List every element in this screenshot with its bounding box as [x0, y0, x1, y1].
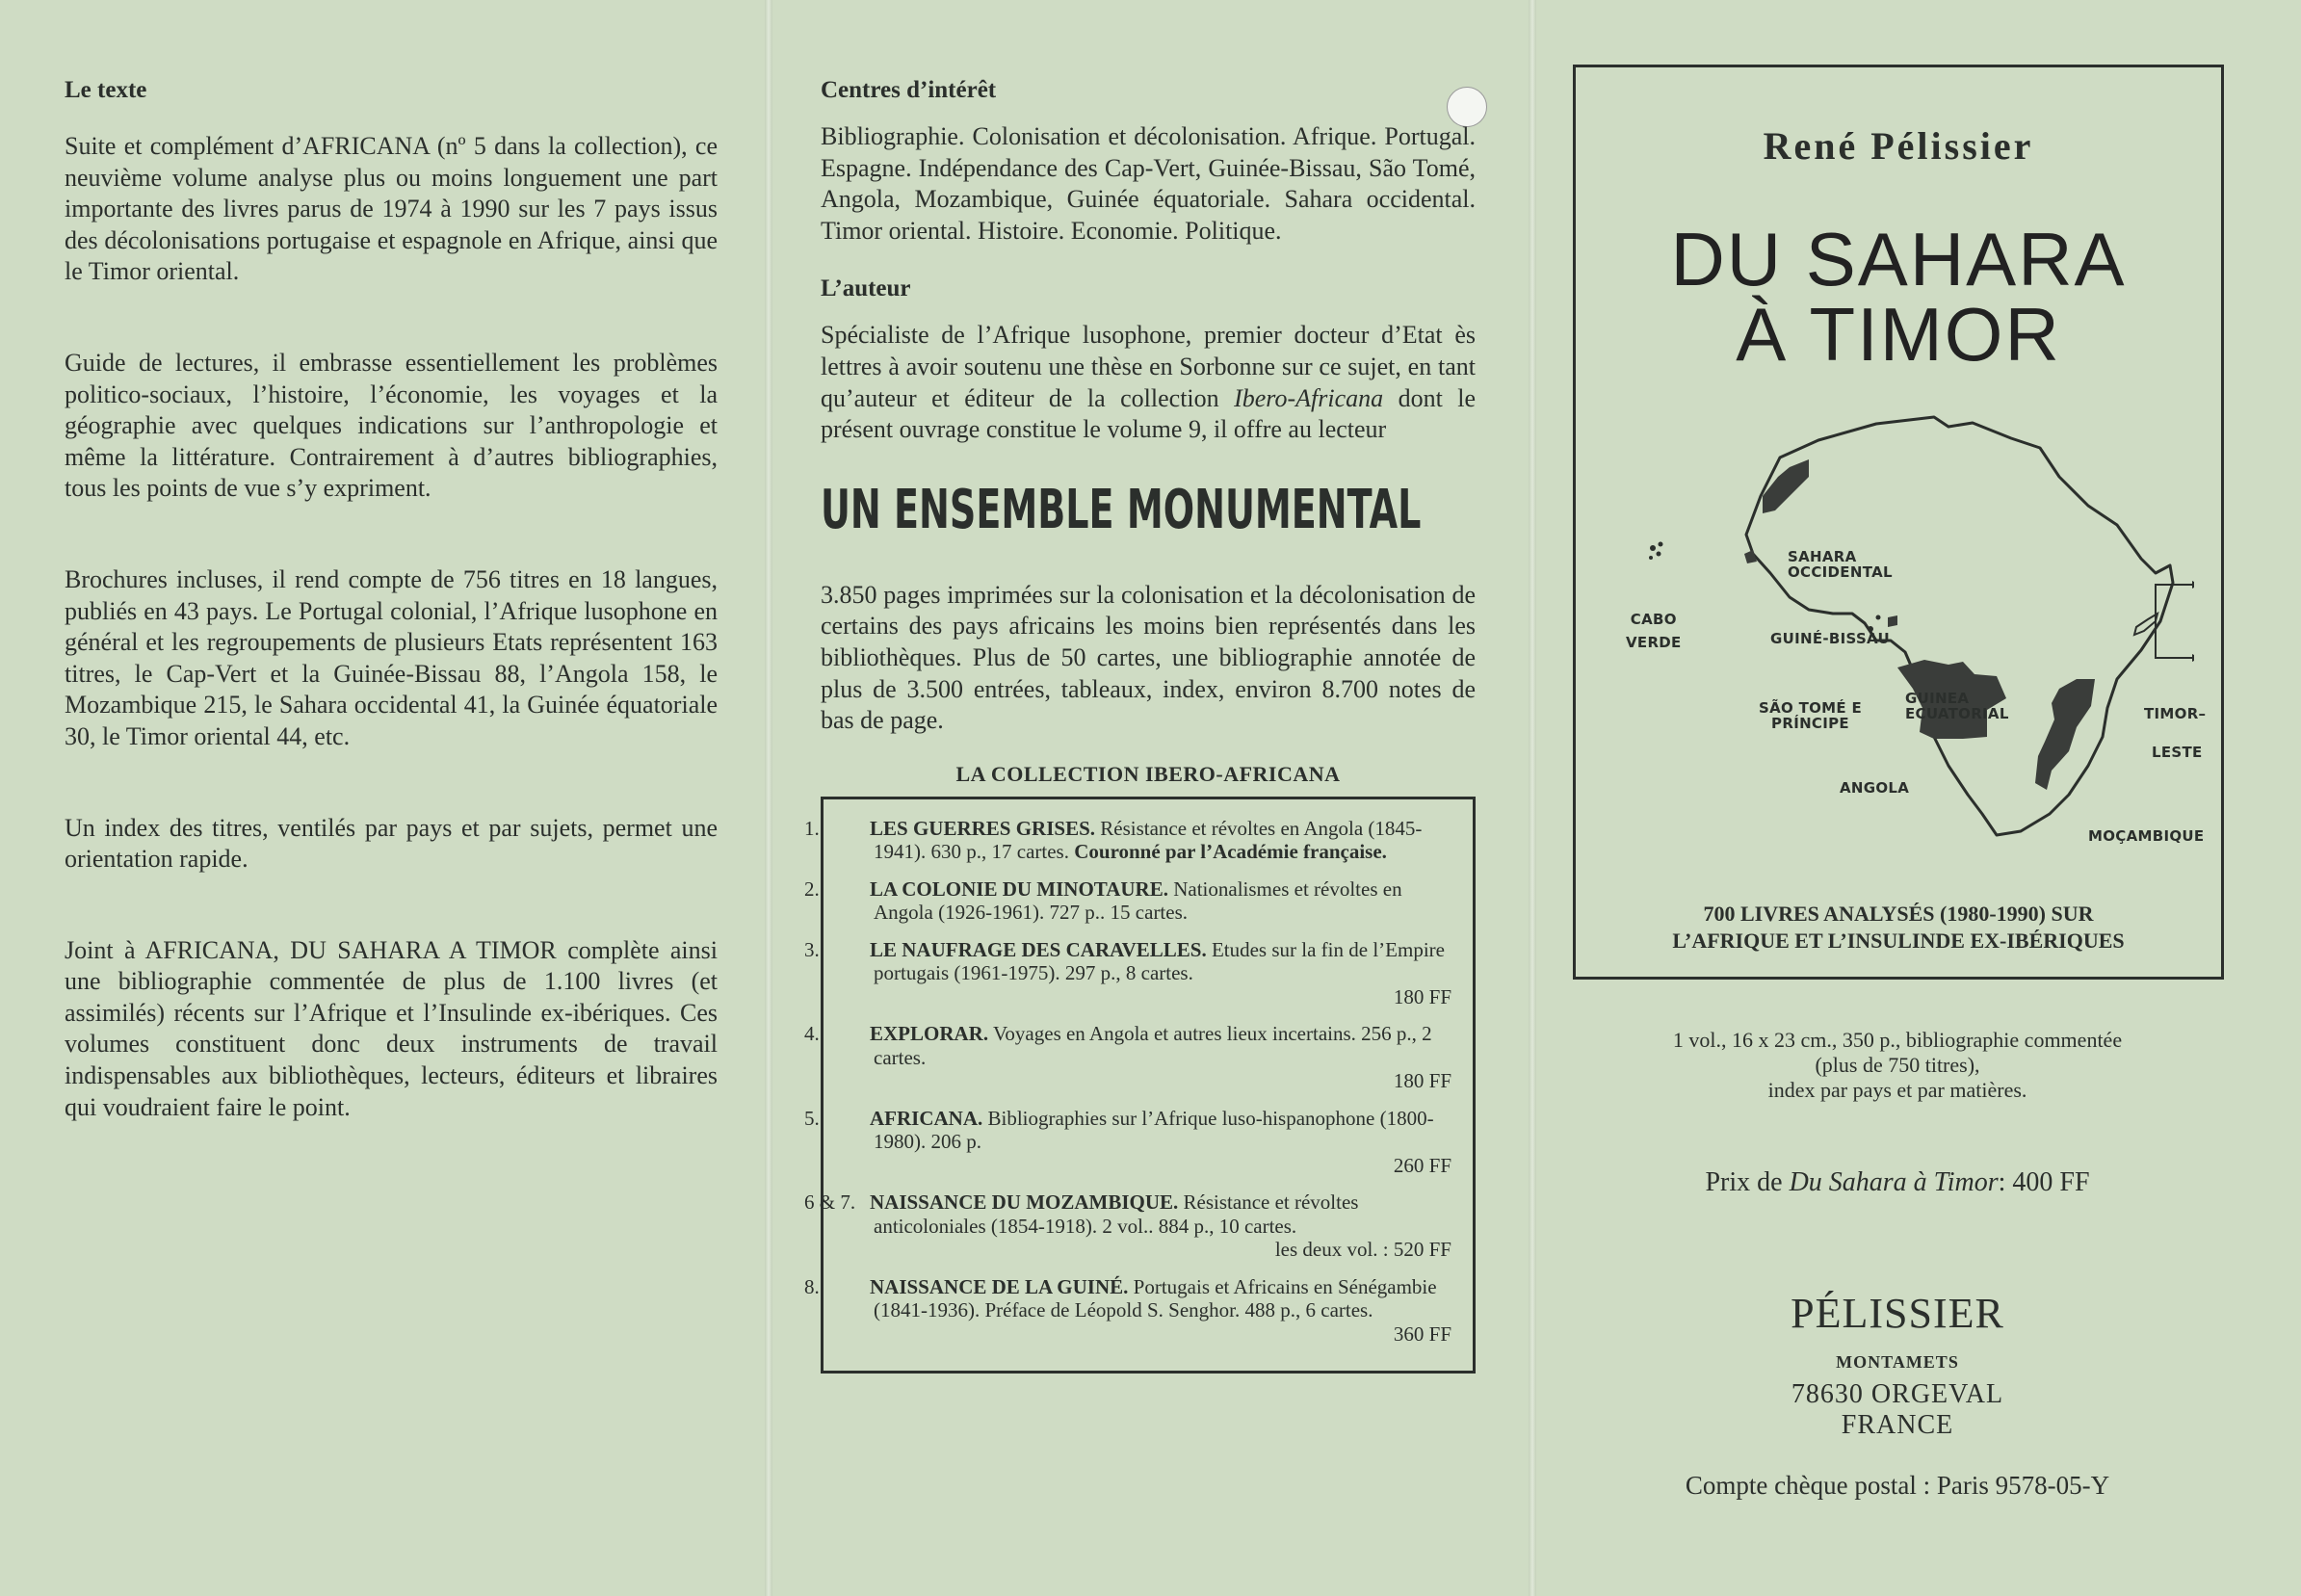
label-guine-bissau: GUINÉ-BISSAU: [1770, 630, 1890, 647]
cover-author: René Pélissier: [1763, 124, 2034, 168]
specs-line: index par pays et par matières.: [1767, 1078, 2027, 1102]
price-prefix: Prix de: [1705, 1167, 1783, 1197]
timor-arrow: [2192, 654, 2194, 662]
label-line: PRÍNCIPE: [1771, 715, 1849, 732]
africa-map-svg: [1616, 400, 2194, 881]
paragraph: Un index des titres, ventilés par pays et par sujets, permet une orientation rapide.: [65, 813, 718, 874]
collection-item-number: 8.: [804, 1274, 820, 1298]
label-line: SAHARA: [1788, 548, 1857, 565]
cover-subtitle-line: 700 LIVRES ANALYSÉS (1980-1990) SUR: [1703, 902, 2094, 926]
collection-item-desc: Portugais et Africains en Sénégambie (1841-1936). Préface de Léopold S. Senghor. 488 p., 6 cartes.: [874, 1274, 1437, 1322]
collection-title: LA COLLECTION IBERO-AFRICANA: [955, 761, 1341, 786]
collection-item-text: [804, 1106, 1455, 1154]
fold-line: [1529, 0, 1536, 1596]
collection-item: [804, 816, 1455, 864]
book-price: [1608, 1167, 2186, 1198]
author-text-part: dont le présent ouvrage constitue le volume 9, il offre au lecteur: [821, 383, 1477, 444]
sao-tome-dot: [1876, 615, 1881, 620]
collection-item: [804, 1022, 1455, 1093]
label-guinea-ecuatorial: [1905, 691, 2009, 721]
section-heading-centres: Centres d’intérêt: [821, 77, 997, 103]
cover-title-line: DU SAHARA: [1670, 217, 2127, 301]
cover-subtitle: [1576, 901, 2221, 955]
postal-account: Compte chèque postal : Paris 9578-05-Y: [1685, 1471, 2110, 1500]
collection-item-price: 180 FF: [1393, 1069, 1451, 1093]
collection-item-price: 360 FF: [1393, 1321, 1451, 1346]
paragraph: Joint à AFRICANA, DU SAHARA A TIMOR complète ainsi une bibliographie commentée de plus de 1.100 livres (et assimilés) récents sur l’Afrique et l’Insulinde ex-ibériques. Ces volumes constituent donc deux instruments de travail indispensables aux bibliothèques, lecteurs, éditeurs et libraires qui voudraient faire le point.: [65, 935, 718, 1121]
collection-item: [804, 1106, 1455, 1178]
collection-item-award: Couronné par l’Académie française.: [1074, 840, 1387, 864]
collection-item-text: [804, 1274, 1455, 1322]
label-leste: LESTE: [2152, 744, 2203, 761]
collection-item-desc: Voyages en Angola et autres lieux incertains. 256 p., 2 cartes.: [874, 1022, 1432, 1069]
label-sahara: [1788, 549, 1893, 580]
price-value: : 400 FF: [1998, 1167, 2090, 1197]
collection-item-number: 5.: [804, 1106, 820, 1130]
collection-item-number: 1.: [804, 816, 820, 840]
collection-item-title: AFRICANA.: [870, 1106, 983, 1130]
collection-item-price: les deux vol. : 520 FF: [1274, 1238, 1451, 1262]
specs-line: 1 vol., 16 x 23 cm., 350 p., bibliographie commentée: [1672, 1028, 2123, 1052]
collection-item: [804, 1274, 1455, 1347]
collection-item-number: 3.: [804, 937, 820, 961]
paragraph: Suite et complément d’AFRICANA (nº 5 dans la collection), ce neuvième volume analyse plus ou moins longuement une part importante des livres parus de 1974 à 1990 sur les 7 pays issus des décolonisations portugaise et espagnole en Afrique, ainsi que le Timor oriental.: [65, 132, 718, 286]
collection-item-desc: Etudes sur la fin de l’Empire portugais (1961-1975). 297 p., 8 cartes.: [874, 937, 1445, 985]
cover-subtitle-line: L’AFRIQUE ET L’INSULINDE EX-IBÉRIQUES: [1672, 929, 2125, 953]
guinea-bissau-shape: [1744, 550, 1757, 563]
collection-item: [804, 876, 1455, 925]
author-text-part: Spécialiste de l’Afrique lusophone, premier docteur d’Etat ès lettres à avoir soutenu une thèse en Sorbonne sur ce sujet, en tant qu’auteur et éditeur de la collection: [821, 321, 1476, 412]
collection-item-title: NAISSANCE DE LA GUINÉ.: [870, 1274, 1129, 1298]
collection-item-price: 260 FF: [1393, 1153, 1451, 1177]
sahara-shape: [1763, 459, 1809, 513]
label-line: OCCIDENTAL: [1788, 563, 1893, 581]
collection-item-text: [804, 1022, 1455, 1069]
label-timor: TIMOR–: [2144, 705, 2207, 722]
collection-item-text: [804, 937, 1455, 985]
label-line: GUINEA: [1905, 690, 1970, 707]
paragraph: Guide de lectures, il embrasse essentiellement les problèmes politico-sociaux, l’histoire, l’économie, les voyages et la géographie avec quelques indications sur l’anthropologie et même la littérature. Contrairement à d’autres bibliographies, tous les points de vue s’y expriment.: [65, 348, 718, 503]
middle-text-column: [804, 77, 1477, 1374]
collection-item-text: [804, 816, 1455, 864]
cabo-verde-dot: [1649, 556, 1653, 560]
africa-map: [1616, 400, 2207, 881]
left-text-column: [65, 77, 718, 1183]
collection-item-desc: Résistance et révoltes en Angola (1845-1941). 630 p., 17 cartes.: [874, 816, 1423, 864]
cover-title-line: À TIMOR: [1736, 292, 2061, 377]
cover-box: [1573, 65, 2224, 980]
collection-item-title: NAISSANCE DU MOZAMBIQUE.: [870, 1190, 1179, 1215]
label-line: ECUATORIAL: [1905, 705, 2009, 722]
collection-item: [804, 1190, 1455, 1262]
specs-line: (plus de 750 titres),: [1815, 1053, 1980, 1077]
collection-list: [804, 797, 1476, 1374]
collection-name: Ibero-Africana: [1234, 383, 1384, 412]
cabo-verde-dot: [1650, 545, 1656, 551]
cover-title: [1576, 217, 2221, 377]
slogan-headline: UN ENSEMBLE MONUMENTAL: [821, 478, 1422, 541]
collection-item-number: 4.: [804, 1022, 820, 1046]
label-cabo-verde: [1626, 612, 1682, 650]
publisher-name: PÉLISSIER: [1791, 1290, 2004, 1337]
mozambique-shape: [2035, 679, 2095, 790]
collection-item-price: 180 FF: [1393, 984, 1451, 1008]
equatorial-guinea-shape: [1888, 615, 1897, 627]
collection-item-desc: Nationalismes et révoltes en Angola (1926-1961). 727 p.. 15 cartes.: [874, 876, 1402, 925]
pages-text: 3.850 pages imprimées sur la colonisation et la décolonisation de certains des pays africains les moins bien représentés dans les bibliothèques. Plus de 50 cartes, une bibliographie annotée de plus de 3.500 entrées, tableaux, index, environ 8.700 notes de bas de page.: [821, 580, 1476, 735]
paragraph: Brochures incluses, il rend compte de 756 titres en 18 langues, publiés en 43 pays. Le Portugal colonial, l’Afrique lusophone en général et les regroupements de plusieurs Etats représentent 163 titres, le Cap-Vert et la Guinée-Bissau 88, l’Angola 158, le Mozambique 215, le Sahara occidental 41, la Guinée équatoriale 30, le Timor oriental 44, etc.: [65, 564, 718, 750]
collection-item-text: [804, 1190, 1455, 1238]
africa-outline: [1746, 417, 2173, 835]
timor-arrow: [2192, 581, 2194, 589]
author-text: [821, 320, 1476, 445]
book-specs: [1608, 1028, 2186, 1103]
collection-item-desc: Résistance et révoltes anticoloniales (1854-1918). 2 vol.. 884 p., 10 cartes.: [874, 1190, 1359, 1238]
label-mocambique: MOÇAMBIQUE: [2088, 827, 2205, 845]
fold-line: [765, 0, 772, 1596]
collection-item-desc: Bibliographies sur l’Afrique luso-hispanophone (1800-1980). 206 p.: [874, 1106, 1434, 1154]
centres-text: Bibliographie. Colonisation et décolonisation. Afrique. Portugal. Espagne. Indépendance des Cap-Vert, Guinée-Bissau, São Tomé, Angola, Mozambique, Guinée équatoriale. Sahara occidental. Timor oriental. Histoire. Economie. Politique.: [821, 122, 1476, 245]
section-heading-auteur: L’auteur: [821, 275, 911, 302]
collection-item-number: 6 & 7.: [804, 1190, 856, 1215]
label-angola: ANGOLA: [1840, 779, 1910, 797]
label-line: CABO: [1630, 611, 1677, 628]
collection-item-title: LES GUERRES GRISES.: [870, 816, 1096, 840]
collection-item-text: [804, 876, 1455, 925]
price-title: Du Sahara à Timor: [1789, 1167, 1999, 1197]
collection-item-title: LE NAUFRAGE DES CARAVELLES.: [870, 937, 1207, 961]
section-heading-le-texte: Le texte: [65, 77, 147, 103]
cabo-verde-dot: [1657, 552, 1661, 557]
collection-item-title: EXPLORAR.: [870, 1022, 989, 1046]
publisher-country: FRANCE: [1841, 1410, 1954, 1440]
publisher-city: 78630 ORGEVAL: [1791, 1379, 2004, 1409]
collection-item: [804, 937, 1455, 1009]
label-line: SÃO TOMÉ E: [1759, 699, 1863, 717]
label-sao-tome: [1759, 700, 1862, 731]
collection-item-title: LA COLONIE DU MINOTAURE.: [870, 876, 1168, 901]
label-line: VERDE: [1626, 634, 1682, 651]
cabo-verde-dot: [1659, 542, 1663, 547]
collection-item-number: 2.: [804, 876, 820, 901]
publisher-street: MONTAMETS: [1836, 1352, 1959, 1372]
